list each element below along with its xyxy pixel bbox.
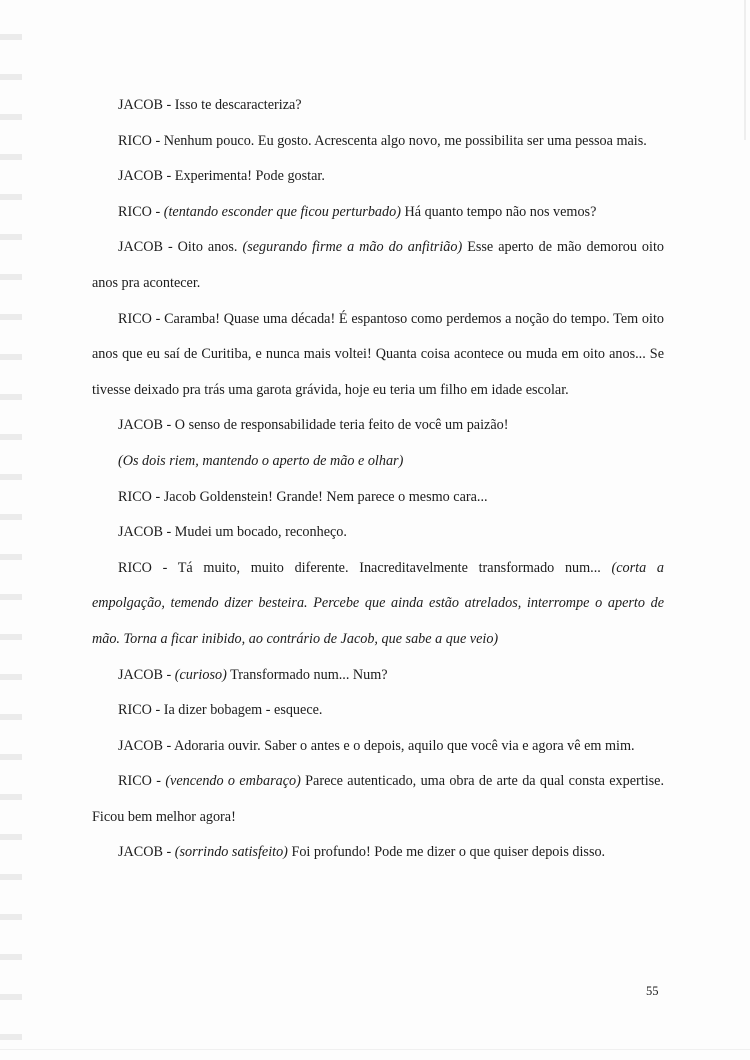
stage-direction-inline: (sorrindo satisfeito)	[174, 844, 288, 861]
dialogue-line	[92, 480, 664, 516]
dialogue-text: -	[151, 773, 166, 790]
dialogue-line	[92, 124, 664, 160]
dialogue-text: - Oito anos.	[162, 239, 243, 256]
dialogue-text: - Isso te descaracteriza?	[162, 97, 302, 113]
dialogue-line	[92, 551, 664, 658]
speaker-name: JACOB	[118, 524, 163, 541]
dialogue-line	[92, 693, 664, 729]
page-number: 55	[646, 984, 659, 998]
stage-direction-inline: (tentando esconder que ficou perturbado)	[163, 203, 401, 220]
stage-direction-inline: (corta a empolgação, temendo dizer besteira. Percebe que ainda estão atrelados, interrompe o aperto de mão. Torna a ficar inibido, ao contrário de Jacob, que sabe a que veio)	[92, 559, 664, 647]
speaker-name: JACOB	[118, 737, 163, 754]
dialogue-text: Transformado num... Num?	[226, 666, 388, 683]
dialogue-text: -	[162, 666, 175, 683]
stage-direction-inline: (segurando firme a mão do anfitrião)	[242, 239, 463, 256]
script-body	[92, 88, 664, 871]
dialogue-line	[92, 88, 664, 124]
dialogue-line	[92, 835, 664, 871]
speaker-name: RICO	[118, 132, 152, 149]
dialogue-line	[92, 302, 664, 409]
dialogue-line	[92, 764, 664, 835]
stage-direction: (Os dois riem, mantendo o aperto de mão e olhar)	[118, 452, 404, 469]
speaker-name: RICO	[118, 773, 152, 790]
dialogue-text: - Caramba! Quase uma década! É espantoso como perdemos a noção do tempo. Tem oito anos que eu saí de Curitiba, e nunca mais voltei! Quanta coisa acontece ou muda em oito anos... Se tivesse deixado pra trás uma garota grávida, hoje eu teria um filho em idade escolar.	[92, 310, 664, 398]
dialogue-line	[92, 159, 664, 195]
dialogue-line	[92, 658, 664, 694]
speaker-name: JACOB	[118, 417, 163, 434]
dialogue-line	[92, 408, 664, 444]
dialogue-text: -	[151, 203, 164, 220]
dialogue-line	[92, 515, 664, 551]
speaker-name: RICO	[118, 203, 152, 220]
dialogue-text: Parece autenticado, uma obra de arte da qual consta expertise. Ficou bem melhor agora!	[92, 773, 665, 825]
dialogue-text: Esse aperto de mão demorou oito anos pra acontecer.	[92, 239, 664, 291]
dialogue-text: - Mudei um bocado, reconheço.	[162, 524, 347, 541]
stage-direction-inline: (vencendo o embaraço)	[165, 773, 301, 790]
dialogue-line	[92, 230, 664, 301]
dialogue-text: - Tá muito, muito diferente. Inacreditavelmente transformado num...	[151, 559, 612, 576]
dialogue-line	[92, 195, 664, 231]
speaker-name: JACOB	[118, 239, 163, 256]
dialogue-line	[92, 729, 664, 765]
speaker-name: JACOB	[118, 844, 163, 861]
dialogue-text: - Ia dizer bobagem - esquece.	[151, 702, 323, 719]
dialogue-text: -	[162, 844, 175, 861]
speaker-name: RICO	[118, 702, 152, 719]
speaker-name: JACOB	[118, 97, 163, 113]
speaker-name: RICO	[118, 310, 152, 327]
speaker-name: JACOB	[118, 666, 163, 683]
dialogue-text: - O senso de responsabilidade teria feito de você um paizão!	[162, 417, 509, 434]
stage-direction-inline: (curioso)	[174, 666, 227, 683]
dialogue-text: - Jacob Goldenstein! Grande! Nem parece o mesmo cara...	[151, 488, 488, 505]
speaker-name: JACOB	[118, 168, 163, 185]
speaker-name: RICO	[118, 559, 152, 576]
dialogue-text: Há quanto tempo não nos vemos?	[400, 203, 597, 220]
dialogue-text: Foi profundo! Pode me dizer o que quiser depois disso.	[287, 844, 606, 861]
binding-holes	[0, 0, 22, 1060]
dialogue-text: - Nenhum pouco. Eu gosto. Acrescenta algo novo, me possibilita ser uma pessoa mais.	[151, 132, 647, 149]
dialogue-text: - Experimenta! Pode gostar.	[162, 168, 325, 185]
scan-edge-shadow	[744, 0, 746, 140]
dialogue-text: - Adoraria ouvir. Saber o antes e o depois, aquilo que você via e agora vê em mim.	[162, 737, 635, 754]
scan-bottom-edge	[0, 1049, 750, 1050]
speaker-name: RICO	[118, 488, 152, 505]
